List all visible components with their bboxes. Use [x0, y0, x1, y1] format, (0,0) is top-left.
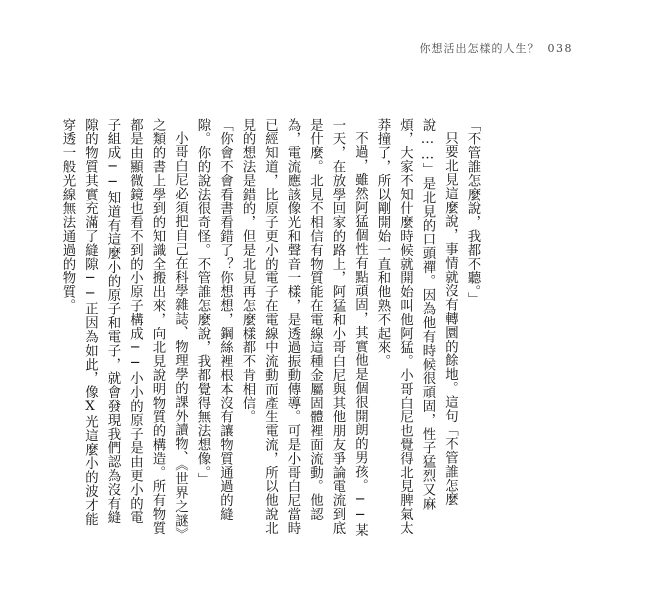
body-text — [60, 118, 483, 538]
paragraph-2: 只要北見這麼說，事情就沒有轉圜的餘地。這句「不管誰怎麼說……」是北見的口頭禪。因為他有時候很頑固，性子猛烈又麻煩，大家不知什麼時候就開始叫他阿猛。小哥白尼也覺得北見脾氣太莽撞了，所以剛開始一直和他熟不起來。 — [375, 118, 458, 535]
paragraph-4: 「你會不會看書看錯了？你想想，鋼絲裡根本沒有讓物質通過的縫隙。你的說法很奇怪。不管誰怎麼說，我都覺得無法想像。」 — [195, 118, 233, 522]
book-title: 你想活出怎樣的人生？ — [419, 42, 540, 55]
paragraph-1: 「不管誰怎麼說，我都不聽。」 — [465, 118, 480, 306]
page-number: 038 — [547, 42, 573, 55]
running-head — [420, 40, 574, 56]
paragraph-5: 小哥白尼必須把自己在科學雜誌、物理學的課外讀物、《世界之謎》之類的書上學到的知識全搬出來，向北見說明物質的構造。所有物質都是由顯微鏡也看不到的小原子構成──小小的原子是由更小的電子組成──知道有這麼小的原子和電子，就會發現我們認為沒有縫隙的物質其實充滿了縫隙──正因為如此，像X光這麼小的波才能穿透一般光線無法通過的物質。 — [60, 118, 188, 535]
paragraph-3: 不過，雖然阿猛個性有點頑固，其實他是個很開朗的男孩。──某一天，在放學回家的路上，阿猛和小哥白尼與其他朋友爭論電流到底是什麼。北見不相信有物質能在電線這種金屬固體裡面流動。他認為，電流應該像光和聲音一樣，是透過振動傳導。可是小哥白尼當時已經知道，比原子更小的電子在電線中流動而產生電流，所以他說北見的想法是錯的，但是北見再怎麼樣都不肯相信。 — [240, 118, 368, 538]
